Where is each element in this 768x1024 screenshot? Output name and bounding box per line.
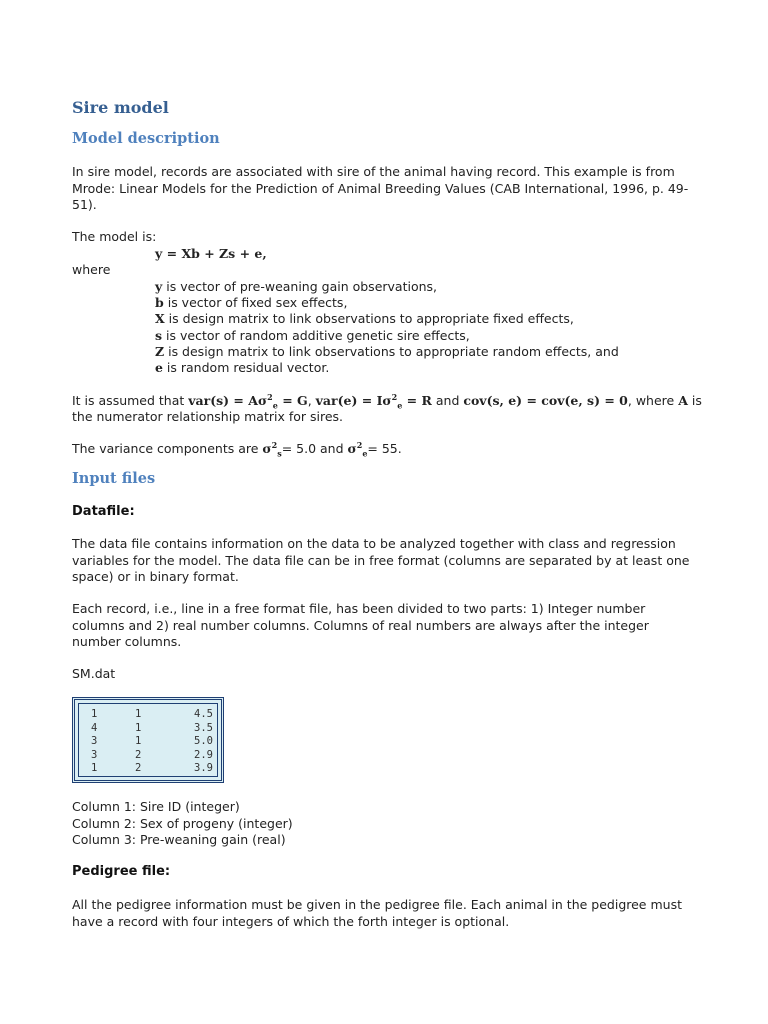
heading-datafile: Datafile: (72, 504, 135, 519)
where-label: where (72, 262, 111, 277)
assumption-line: It is assumed that $var(s) = A\sigma^2_e = G$, $var(e) = I\sigma^2_e = R$ and cov(s, e) = cov(e, s) = 0, where A is (72, 391, 702, 411)
model-equation: y = Xb + Zs + e, (155, 246, 267, 261)
table-row: 3 2 2.9 (91, 748, 213, 761)
table-row: 1 1 4.5 (91, 708, 213, 720)
table-row: 1 2 3.9 (91, 762, 213, 774)
data-file-box (72, 697, 224, 783)
column-description-1: Column 1: Sire ID (integer) (72, 799, 240, 814)
definition-y: y is vector of pre-weaning gain observations, (155, 279, 438, 294)
definition-z: Z is design matrix to link observations to appropriate random effects, and (155, 344, 619, 359)
data-filename: SM.dat (72, 666, 116, 681)
model-is-label: The model is: (72, 229, 157, 244)
column-description-2: Column 2: Sex of progeny (integer) (72, 816, 293, 831)
definition-s: s is vector of random additive genetic sire effects, (155, 328, 470, 343)
assumption-line-2: the numerator relationship matrix for sires. (72, 409, 344, 424)
heading-pedigree-file: Pedigree file: (72, 864, 171, 879)
table-row: 3 1 5.0 (91, 735, 213, 747)
datafile-paragraph-1: The data file contains information on the data to be analyzed together with class and regression variables for the model. The data file can be in free format (columns are separated by at least one space) or in binary format. (72, 536, 690, 584)
data-file-table (91, 708, 213, 776)
variance-components: The variance components are $\sigma^2_s= 5.0$ and $\sigma^2_e= 55$. (72, 439, 402, 459)
page-title: Sire model (72, 98, 169, 117)
table-row: 4 1 3.5 (91, 721, 213, 734)
intro-paragraph: In sire model, records are associated with sire of the animal having record. This example is from Mrode: Linear Models for the Prediction of Animal Breeding Values (CAB International, 1996, p. 49-51). (72, 164, 689, 212)
pedigree-paragraph: All the pedigree information must be given in the pedigree file. Each animal in the pedigree must have a record with four integers of which the forth integer is optional. (72, 897, 682, 929)
heading-model-description: Model description (72, 130, 220, 147)
column-description-3: Column 3: Pre-weaning gain (real) (72, 832, 286, 847)
definition-e: e is random residual vector. (155, 360, 330, 375)
definition-x: X is design matrix to link observations to appropriate fixed effects, (155, 311, 574, 326)
heading-input-files: Input files (72, 470, 156, 487)
datafile-paragraph-2: Each record, i.e., line in a free format file, has been divided to two parts: 1) Integer number columns and 2) real number columns. Columns of real numbers are always after the integer number columns. (72, 601, 649, 649)
definition-b: b is vector of fixed sex effects, (155, 295, 348, 310)
